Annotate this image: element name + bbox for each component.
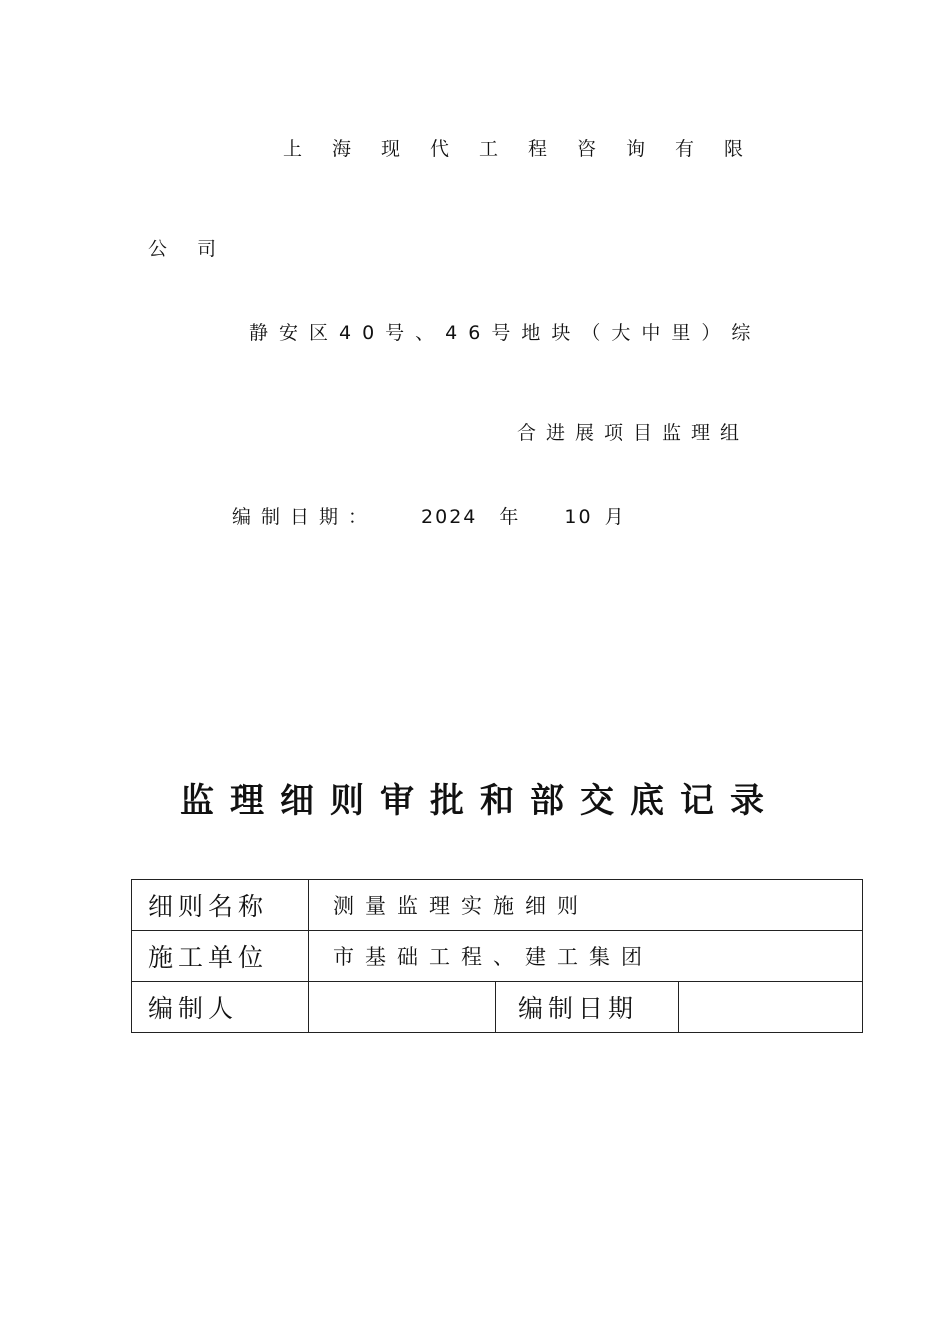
table-row xyxy=(132,982,863,1033)
year-unit: 年 xyxy=(499,506,519,528)
rule-name-label: 细则名称 xyxy=(132,880,309,931)
company-name-line2: 公司 xyxy=(148,238,247,260)
compile-date-cell-value xyxy=(679,982,863,1033)
compile-date-line xyxy=(232,508,624,527)
author-value xyxy=(309,982,496,1033)
project-name-line2: 合进展项目监理组 xyxy=(517,422,750,444)
construction-unit-label: 施工单位 xyxy=(132,931,309,982)
approval-record-table xyxy=(131,879,863,1033)
project-name-line1: 静安区40号、46号地块（大中里）综 xyxy=(249,322,762,344)
author-label: 编制人 xyxy=(132,982,309,1033)
company-name-line1: 上海现代工程咨询有限 xyxy=(283,138,774,160)
rule-name-value: 测量监理实施细则 xyxy=(309,880,863,931)
construction-unit-value: 市基础工程、建工集团 xyxy=(309,931,863,982)
compile-month: 10 xyxy=(564,506,593,528)
compile-year: 2024 xyxy=(421,506,478,528)
month-unit: 月 xyxy=(604,506,624,528)
record-title: 监理细则审批和部交底记录 xyxy=(180,781,780,821)
compile-date-cell-label: 编制日期 xyxy=(496,982,679,1033)
compile-date-label: 编制日期： xyxy=(232,506,378,528)
table-row xyxy=(132,931,863,982)
table-row xyxy=(132,880,863,931)
